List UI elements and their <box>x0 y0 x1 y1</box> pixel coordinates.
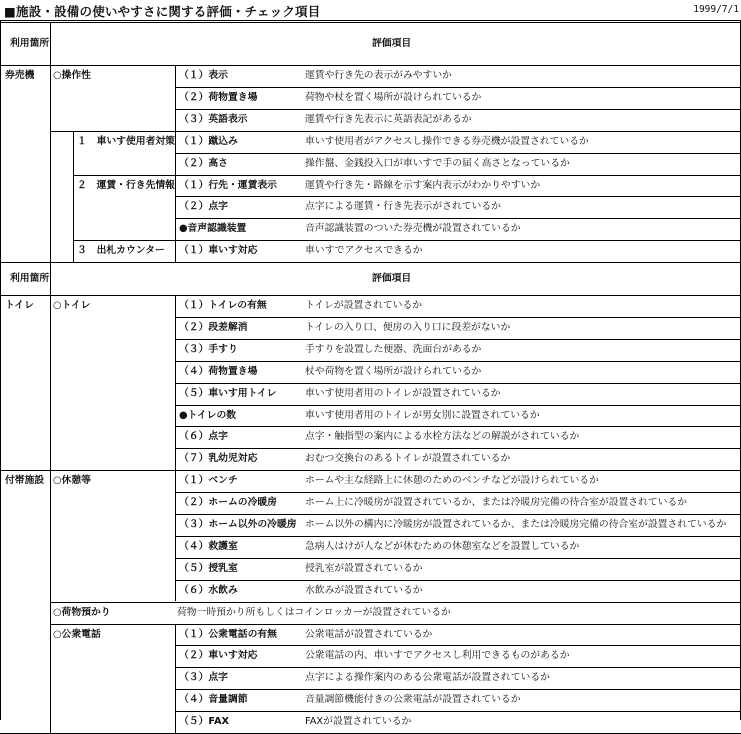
item-number: （７）乳幼児対応 <box>179 453 258 464</box>
item-description: 車いすでアクセスできるか <box>305 245 423 256</box>
item-description: 車いす使用者がアクセスし操作できる券売機が設置されているか <box>305 136 589 147</box>
group-label: ○公衆電話 <box>53 629 101 640</box>
item-number: ●音声認識装置 <box>179 223 247 234</box>
item-number: （３）点字 <box>179 672 228 683</box>
row-divider <box>175 667 741 668</box>
item-description: トイレが設置されているか <box>305 300 423 311</box>
row-divider <box>175 405 741 406</box>
item-description: 荷物一時預かり所もしくはコインロッカーが設置されているか <box>177 607 451 618</box>
item-description: 運賃や行き先表示に英語表記があるか <box>305 114 472 125</box>
item-number: （５）授乳室 <box>179 563 238 574</box>
item-description: トイレの入り口、便房の入り口に段差がないか <box>305 322 511 333</box>
item-number: （２）段差解消 <box>179 322 248 333</box>
number-column-divider <box>175 240 176 262</box>
item-header: 評価項目 <box>372 38 412 49</box>
row-divider <box>73 240 741 241</box>
item-description: 授乳室が設置されているか <box>305 563 423 574</box>
item-number: （１）公衆電話の有無 <box>179 629 277 640</box>
page-title: ■施設・設備の使いやすさに関する評価・チェック項目 <box>4 4 321 19</box>
place-column-divider <box>50 295 51 470</box>
row-divider <box>175 218 741 219</box>
item-description: 車いす使用者用のトイレが設置されているか <box>305 388 501 399</box>
row-divider <box>175 361 741 362</box>
item-description: 水飲みが設置されているか <box>305 585 423 596</box>
item-description: 公衆電話の内、車いすでアクセスし利用できるものがあるか <box>305 650 570 661</box>
item-number: （１）車いす対応 <box>179 245 258 256</box>
item-description: 車いす使用者用のトイレが男女別に設置されているか <box>305 410 540 421</box>
row-divider <box>175 558 741 559</box>
item-number: （４）荷物置き場 <box>179 366 258 377</box>
item-description: FAXが設置されているか <box>305 716 412 727</box>
item-description: 点字による操作案内のある公衆電話が設置されているか <box>305 672 550 683</box>
item-description: 公衆電話が設置されているか <box>305 629 433 640</box>
outer-left-border <box>0 20 1 720</box>
subgroup-divider <box>73 175 74 241</box>
row-divider <box>175 580 741 581</box>
item-number: （６）水飲み <box>179 585 238 596</box>
item-number: （４）音量調節 <box>179 694 248 705</box>
row-divider <box>175 87 741 88</box>
item-description: 運賃や行き先・路線を示す案内表示がわかりやすいか <box>305 180 541 191</box>
item-description: 音量調節機能付きの公衆電話が設置されているか <box>305 694 521 705</box>
item-description: 点字による運賃・行き先表示がされているか <box>305 201 501 212</box>
header-top-rule <box>0 262 741 263</box>
number-column-divider <box>175 131 176 175</box>
item-number: （４）救護室 <box>179 541 238 552</box>
row-divider <box>175 339 741 340</box>
row-divider <box>175 383 741 384</box>
item-number: （３）手すり <box>179 344 238 355</box>
item-description: ホーム以外の構内に冷暖房が設置されているか、または冷暖房完備の待合室が設置されているか <box>305 519 727 530</box>
item-description: 点字・触指型の案内による水栓方法などの解説がされているか <box>305 431 580 442</box>
header-bottom-rule <box>0 295 741 296</box>
row-divider <box>175 514 741 515</box>
header-divider <box>50 22 51 65</box>
header-divider <box>50 262 51 295</box>
item-number: （６）点字 <box>179 431 228 442</box>
item-number: （３）ホーム以外の冷暖房 <box>179 519 297 530</box>
item-description: おむつ交換台のあるトイレが設置されているか <box>305 453 511 464</box>
item-number: （２）荷物置き場 <box>179 92 258 103</box>
group-label: ○トイレ <box>53 300 91 311</box>
usage-place-label: 付帯施設 <box>5 475 45 486</box>
row-divider <box>175 711 741 712</box>
item-number: （１）ベンチ <box>179 475 238 486</box>
group-label: １ 車いす使用者対策 <box>77 136 175 147</box>
item-number: （５）車いす用トイレ <box>179 388 277 399</box>
subgroup-divider <box>73 240 74 262</box>
subgroup-divider <box>73 131 74 175</box>
number-column-divider <box>175 175 176 241</box>
group-label: ２ 運賃・行き先情報 <box>77 180 175 191</box>
number-column-divider <box>175 624 176 733</box>
item-description: 荷物や杖を置く場所が設けられているか <box>305 92 482 103</box>
group-label: ○休憩等 <box>53 475 91 486</box>
item-description: 杖や荷物を置く場所が設けられているか <box>305 366 482 377</box>
place-column-divider <box>50 65 51 262</box>
item-header: 評価項目 <box>372 273 412 284</box>
section-bottom-rule <box>0 470 741 471</box>
item-number: （２）点字 <box>179 201 228 212</box>
row-divider <box>175 153 741 154</box>
place-column-divider <box>50 470 51 733</box>
item-description: 運賃や行き先の表示がみやすいか <box>305 70 452 81</box>
usage-header: 利用箇所 <box>10 38 50 49</box>
group-label: ○荷物預かり <box>53 607 111 618</box>
number-column-divider <box>175 65 176 131</box>
item-number: ●トイレの数 <box>179 410 237 421</box>
usage-place-label: 券売機 <box>5 70 35 81</box>
row-divider <box>175 317 741 318</box>
row-divider <box>50 131 741 132</box>
row-divider <box>73 175 741 176</box>
item-description: ホームや主な経路上に休憩のためのベンチなどが設けられているか <box>305 475 599 486</box>
row-divider <box>175 109 741 110</box>
item-description: 音声認識装置のついた券売機が設置されているか <box>305 223 521 234</box>
item-number: （２）車いす対応 <box>179 650 258 661</box>
number-column-divider <box>175 470 176 601</box>
row-divider <box>175 536 741 537</box>
item-number: （１）トイレの有無 <box>179 300 267 311</box>
item-number: （３）英語表示 <box>179 114 248 125</box>
item-description: 操作盤、金銭投入口が車いすで手の届く高さとなっているか <box>305 158 570 169</box>
item-number: （１）表示 <box>179 70 228 81</box>
item-description: 手すりを設置した便器、洗面台があるか <box>305 344 482 355</box>
row-divider <box>175 448 741 449</box>
row-divider <box>175 689 741 690</box>
number-column-divider <box>175 295 176 470</box>
usage-place-label: トイレ <box>5 300 34 311</box>
item-number: （５）FAX <box>179 716 230 727</box>
item-description: 急病人はけが人などが休むための休憩室などを設置しているか <box>305 541 580 552</box>
item-number: （１）蹴込み <box>179 136 238 147</box>
title-underline <box>0 20 741 21</box>
row-divider <box>175 196 741 197</box>
header-top-rule <box>0 22 741 23</box>
row-divider <box>175 645 741 646</box>
row-divider <box>175 426 741 427</box>
item-number: （１）行先・運賃表示 <box>179 180 277 191</box>
header-bottom-rule <box>0 65 741 66</box>
usage-header: 利用箇所 <box>10 273 50 284</box>
item-number: （２）ホームの冷暖房 <box>179 497 277 508</box>
item-description: ホーム上に冷暖房が設置されているか、または冷暖房完備の待合室が設置されているか <box>305 497 688 508</box>
page-date: 1999/7/1 <box>693 4 739 15</box>
row-divider <box>50 602 741 603</box>
group-label: ３ 出札カウンター <box>77 245 165 256</box>
row-divider <box>175 492 741 493</box>
item-number: （２）高さ <box>179 158 228 169</box>
group-label: ○操作性 <box>53 70 91 81</box>
row-divider <box>50 624 741 625</box>
